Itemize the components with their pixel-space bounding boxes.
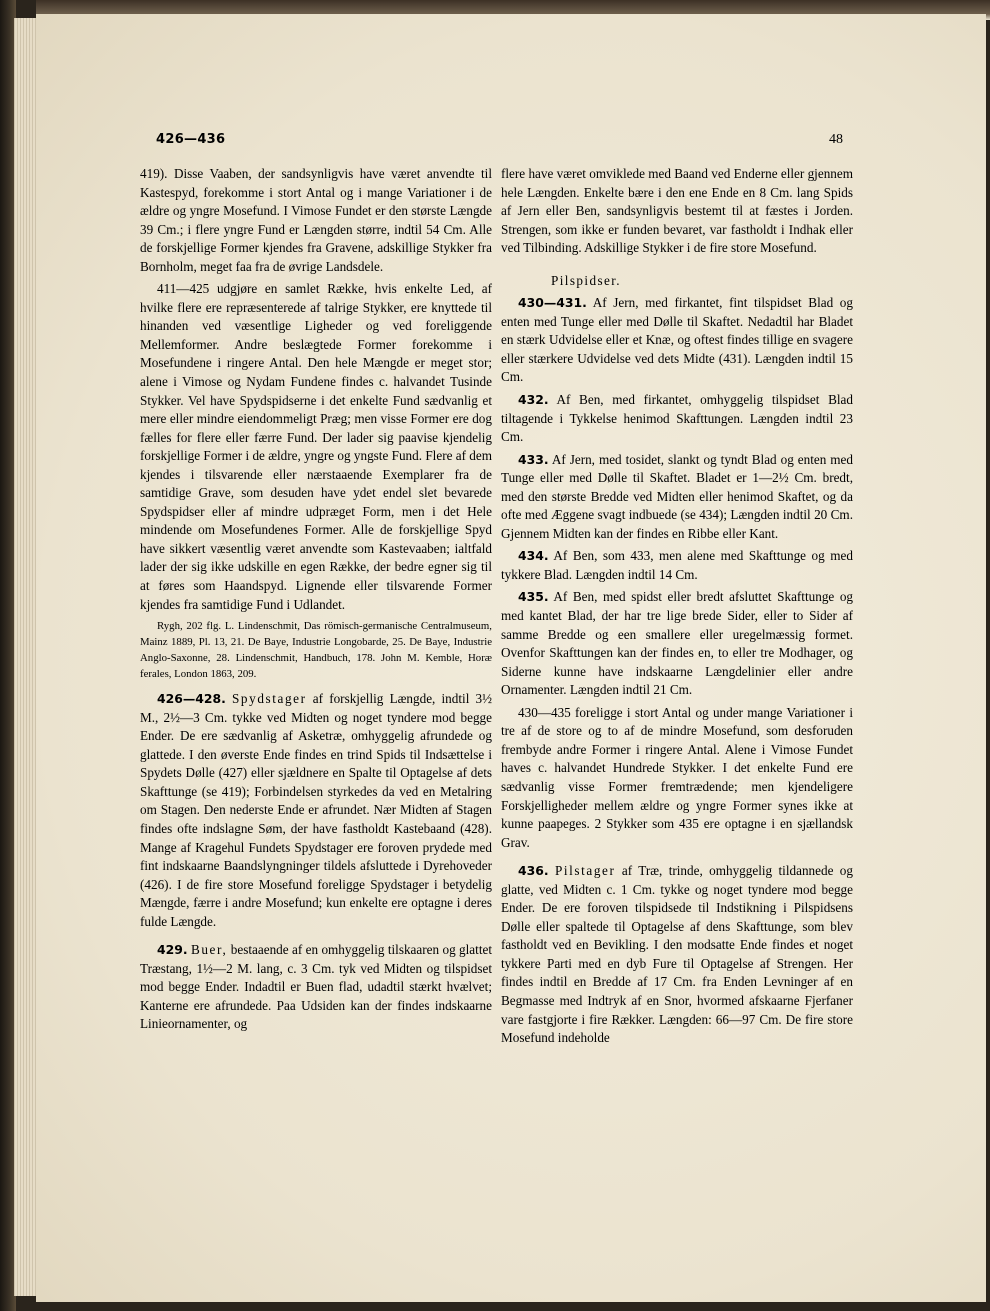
entry-number: 436. (518, 863, 549, 879)
right-column (501, 165, 853, 1052)
entry-number: 432. (518, 392, 549, 408)
entry-text: bestaaende af en omhyggelig tilskaaren og glattet Træstang, 1½—2 M. lang, c. 3 Cm. tyk ved Midten og tilspidset mod begge Ender. Indadtil er Buen flad, udadtil stærkt hvælvet; Kanterne ere afrundede. Paa Udsiden kan der findes indskaarne Linieornamenter, og (140, 942, 493, 1032)
entry-number: 426—428. (157, 691, 226, 707)
entry-text: Af Ben, med firkantet, omhyggelig tilspidset Blad tiltagende i Tykkelse henimod Skafttungen. Længden indtil 23 Cm. (501, 392, 853, 445)
paragraph-429-cont: flere have været omviklede med Baand ved Enderne eller gjennem hele Længden. Enkelte bære i den ene Ende en 8 Cm. lang Spids af Jern eller Ben, sandsynligvis bestemt til at fæstes i Jorden. Strengen, som ikke er funden bevaret, var fastholdt i Indhak eller ved Tilbinding. Adskillige Stykker i de fire store Mosefund. (501, 166, 853, 256)
entry-text: Af Ben, som 433, men alene med Skafttunge og med tykkere Blad. Længden indtil 14 Cm. (501, 548, 853, 582)
entry-number: 435. (518, 589, 549, 605)
entry-number: 434. (518, 548, 549, 564)
paragraph-430-435: 430—435 foreligge i stort Antal og under mange Variationer i tre af de store og to af de mindre Mosefund, som desforuden frembyde andre Former i ringere Antal. Alene i Vimose Fundet haves c. halvandet Hundrede Stykker. I det enkelte Fund ere sædvanlig visse Former fremtrædende; men kjendeligere Forskjelligheder mellem ældre og yngre Former synes ikke at kunne paapeges. 2 Stykker som 435 ere optagne i en sjællandsk Grav. (501, 704, 853, 850)
entry-426-428 (140, 690, 492, 931)
left-column (140, 165, 492, 1038)
entry-text: af forskjellig Længde, indtil 3½ M., 2½—3 Cm. tykke ved Midten og noget tyndere mod begge Ender. De ere sædvanlig af Asketræ, omhyggelig afrundede og glattede. I den øverste Ende findes en trind Spids til Indsættelse i Spydets Dølle (427) eller sjældnere en Spalte til Optagelse af dets Skafttunge (se 419); Forbindelsen styrkedes da ved en Metalring om Stagen. Den nederste Ende er afrundet. Nær Midten af Stagen findes ofte indslagne Søm, der have fastholdt Kastebaand (428). Mange af Kragehul Fundets Spydstager ere foroven prydede med fint indskaarne Baandslyngninger tildels afsluttede i Dyrehoveder (426). I de fire store Mosefund foreligge Spydstager i betydelig Mængde, færre i andre Mosefund; kun enkelte ere optagne i deres fulde Længde. (140, 691, 493, 929)
entry-term: Spydstager (232, 691, 307, 707)
entry-number: 433. (518, 451, 549, 467)
page-number: 48 (829, 132, 843, 147)
entry-number: 429. (157, 942, 188, 958)
references: Rygh, 202 flg. L. Lindenschmit, Das römisch-germanische Centralmuseum, Mainz 1889, Pl. 13, 21. De Baye, Industrie Longobarde, 25. De Baye, Industrie Anglo-Saxonne, 28. Lindenschmit, Handbuch, 178. John M. Kemble, Horæ ferales, London 1863, 209. (140, 620, 492, 681)
entry-433 (501, 451, 853, 544)
running-head: 426—436 (156, 132, 226, 147)
entry-text: Af Jern, med tosidet, slankt og tyndt Blad og enten med Tunge eller med Dølle til Skaftet. Bladet er 1—2½ Cm. bredt, med den største Bredde ved Midten eller henimod Skaftet, og da ofte med Æggene svagt indbuede (se 434); Længden indtil 20 Cm. Gjennem Midten kan der findes en Ribbe eller Kant. (501, 451, 853, 541)
entry-number: 430—431. (518, 295, 587, 311)
entry-430-431 (501, 294, 853, 387)
entry-429 (140, 941, 492, 1034)
entry-text: af Træ, trinde, omhyggelig tildannede og glatte, ved Midten c. 1 Cm. tykke og noget tyndere mod begge Ender. De ere foroven tilspidsede til Indstikning i Pilspidsens Dølle eller spaltede til Optagelse af dens Skafttunge, som blev fastholdt ved en Bevikling. I den modsatte Ende findes et noget tykkere Parti med en dyb Fure til Optagelse af Strengen. Her findes indtil en Bredde af 17 Cm. fra Enden Levninger af en Begmasse med Indtryk af en Snor, hvormed afskaarne Fjerfaner vare fastgjorte i fire Rækker. Længden: 66—97 Cm. De fire store Mosefund indeholde (501, 863, 853, 1046)
entry-term: Pilstager (554, 863, 616, 879)
entry-term: Buer, (190, 942, 228, 958)
entry-text: Af Ben, med spidst eller bredt afsluttet Skafttunge og med kantet Blad, der har tre lige brede Sider, eller to Sider af samme Bredde og een smallere eller uregelmæssig formet. Ovenfor Skafttungen kan der findes en, to eller tre Modhager, og Siderne kunne have indskaarne Længdelinier eller andre Ornamenter. Længden indtil 21 Cm. (501, 589, 854, 698)
paragraph-411-425: 411—425 udgjøre en samlet Række, hvis enkelte Led, af hvilke flere ere repræsenterede af talrige Stykker, ere knyttede til hinanden ved væsentlige Ligheder og ved foreliggende Mellemformer. Andre beslægtede Former forekomme i Mosefundene i ringere Antal. Den hele Mængde er meget stor; alene i Vimose og Nydam Fundene findes c. halvandet Tusinde Stykker. Vel have Spydspidserne i det enkelte Fund sædvanlig et mere eller mindre eiendommeligt Præg; men visse Former ere dog fælles for flere eller færre Fund. Der lader sig paavise kjendelig forskjellige Former i de ældre, yngre og yngste Fund. Flere af dem kjendes i tilsvarende eller nærstaaende Exemplarer fra de samtidige Grave, som desuden have ydet endel slet bevarede Spydspidser eller af mindre udpræget Form, men i det Hele mindende om Mosefundenes Former. Alle de forskjellige Spyd have sikkert væsentlig været anvendte som Kastevaaben; ialtfald lader der sig ikke udskille en egen Række, der bedre egner sig til at føres som Haandspyd. Lignende eller tilsvarende Former kjendes fra samtidige Fund i Udlandet. (140, 281, 492, 612)
entry-435 (501, 588, 853, 699)
paragraph-419-cont: 419). Disse Vaaben, der sandsynligvis have været anvendte til Kastespyd, forekomme i stort Antal og i mange Variationer i de ældre og yngre Mosefund. I Vimose Fundet er den største Længde 39 Cm.; i flere yngre Fund er Længden større, indtil 54 Cm. Alle de forskjellige Former kjendes fra Gravene, adskillige Stykker fra Bornholm, meget faa fra de øvrige Landsdele. (140, 166, 492, 274)
entry-436 (501, 862, 853, 1047)
entry-text: Af Jern, med firkantet, fint tilspidset Blad og enten med Tunge eller med Dølle til Skaftet. Nedadtil har Bladet en stærk Udvidelse eller et Knæ, og oftest findes tillige en svagere eller stærkere Udvidelse ved dets Midte (431). Længden indtil 15 Cm. (501, 295, 853, 385)
entry-434 (501, 547, 853, 584)
section-heading: Pilspidser. (551, 272, 621, 288)
entry-432 (501, 391, 853, 447)
